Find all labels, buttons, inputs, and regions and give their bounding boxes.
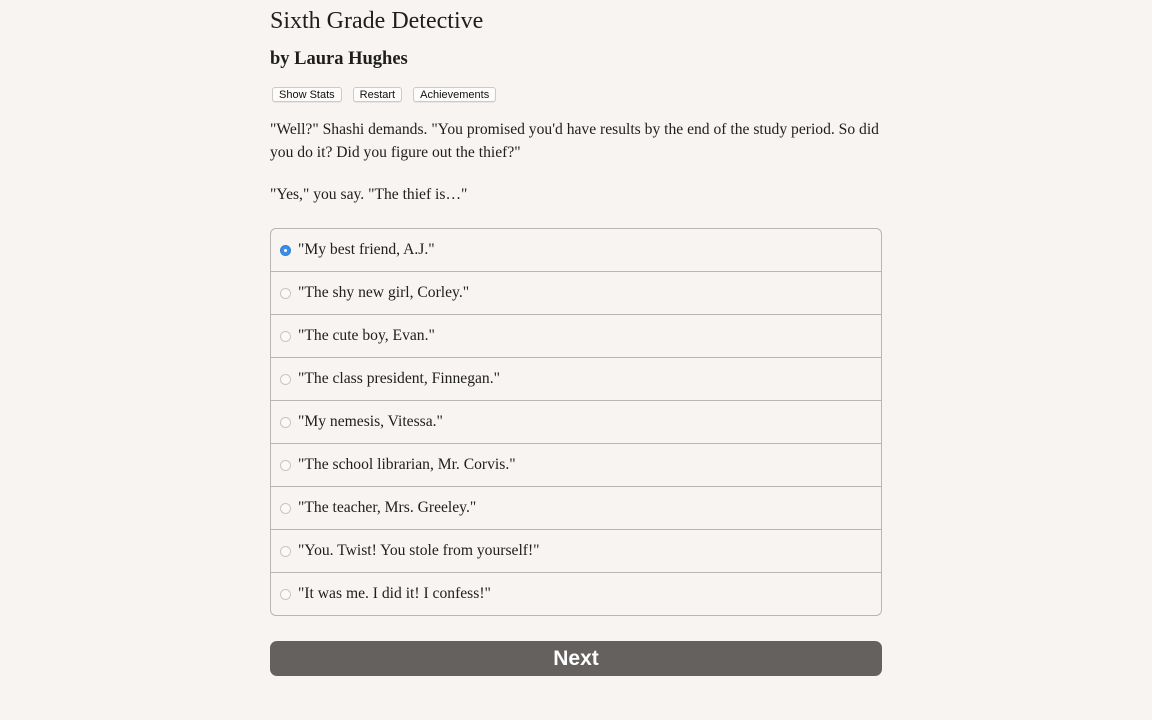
passage-paragraph: "Yes," you say. "The thief is…" <box>270 186 468 203</box>
show-stats-button[interactable]: Show Stats <box>272 87 342 102</box>
choice-yourself[interactable] <box>271 529 881 572</box>
restart-button[interactable]: Restart <box>353 87 402 102</box>
radio-selected-icon[interactable] <box>280 245 291 256</box>
choice-aj[interactable] <box>271 229 881 271</box>
choice-list <box>270 228 882 616</box>
radio-empty-icon[interactable] <box>280 374 291 385</box>
choice-label: "The class president, Finnegan." <box>298 370 500 387</box>
choice-corley[interactable] <box>271 271 881 314</box>
choice-label: "The cute boy, Evan." <box>298 327 435 344</box>
radio-empty-icon[interactable] <box>280 417 291 428</box>
achievements-button[interactable]: Achievements <box>413 87 496 102</box>
choice-label: "My best friend, A.J." <box>298 241 435 258</box>
radio-empty-icon[interactable] <box>280 546 291 557</box>
choice-vitessa[interactable] <box>271 400 881 443</box>
choice-label: "The shy new girl, Corley." <box>298 284 470 301</box>
choice-evan[interactable] <box>271 314 881 357</box>
choice-label: "You. Twist! You stole from yourself!" <box>298 542 540 559</box>
choice-label: "My nemesis, Vitessa." <box>298 413 443 430</box>
toolbar <box>272 87 496 102</box>
radio-empty-icon[interactable] <box>280 589 291 600</box>
radio-empty-icon[interactable] <box>280 460 291 471</box>
passage-paragraph: "Well?" Shashi demands. "You promised you'd have results by the end of the study period. So did you do it? Did you figure out the thief?" <box>270 121 879 161</box>
choice-label: "The teacher, Mrs. Greeley." <box>298 499 477 516</box>
radio-empty-icon[interactable] <box>280 503 291 514</box>
radio-empty-icon[interactable] <box>280 331 291 342</box>
game-title: Sixth Grade Detective <box>270 8 484 34</box>
next-button[interactable]: Next <box>270 641 882 676</box>
story-passage <box>270 118 882 225</box>
radio-empty-icon[interactable] <box>280 288 291 299</box>
choice-finnegan[interactable] <box>271 357 881 400</box>
author-byline: by Laura Hughes <box>270 49 408 69</box>
choice-confess[interactable] <box>271 572 881 615</box>
choice-mrs-greeley[interactable] <box>271 486 881 529</box>
choice-label: "The school librarian, Mr. Corvis." <box>298 456 516 473</box>
choice-label: "It was me. I did it! I confess!" <box>298 585 491 602</box>
choice-mr-corvis[interactable] <box>271 443 881 486</box>
